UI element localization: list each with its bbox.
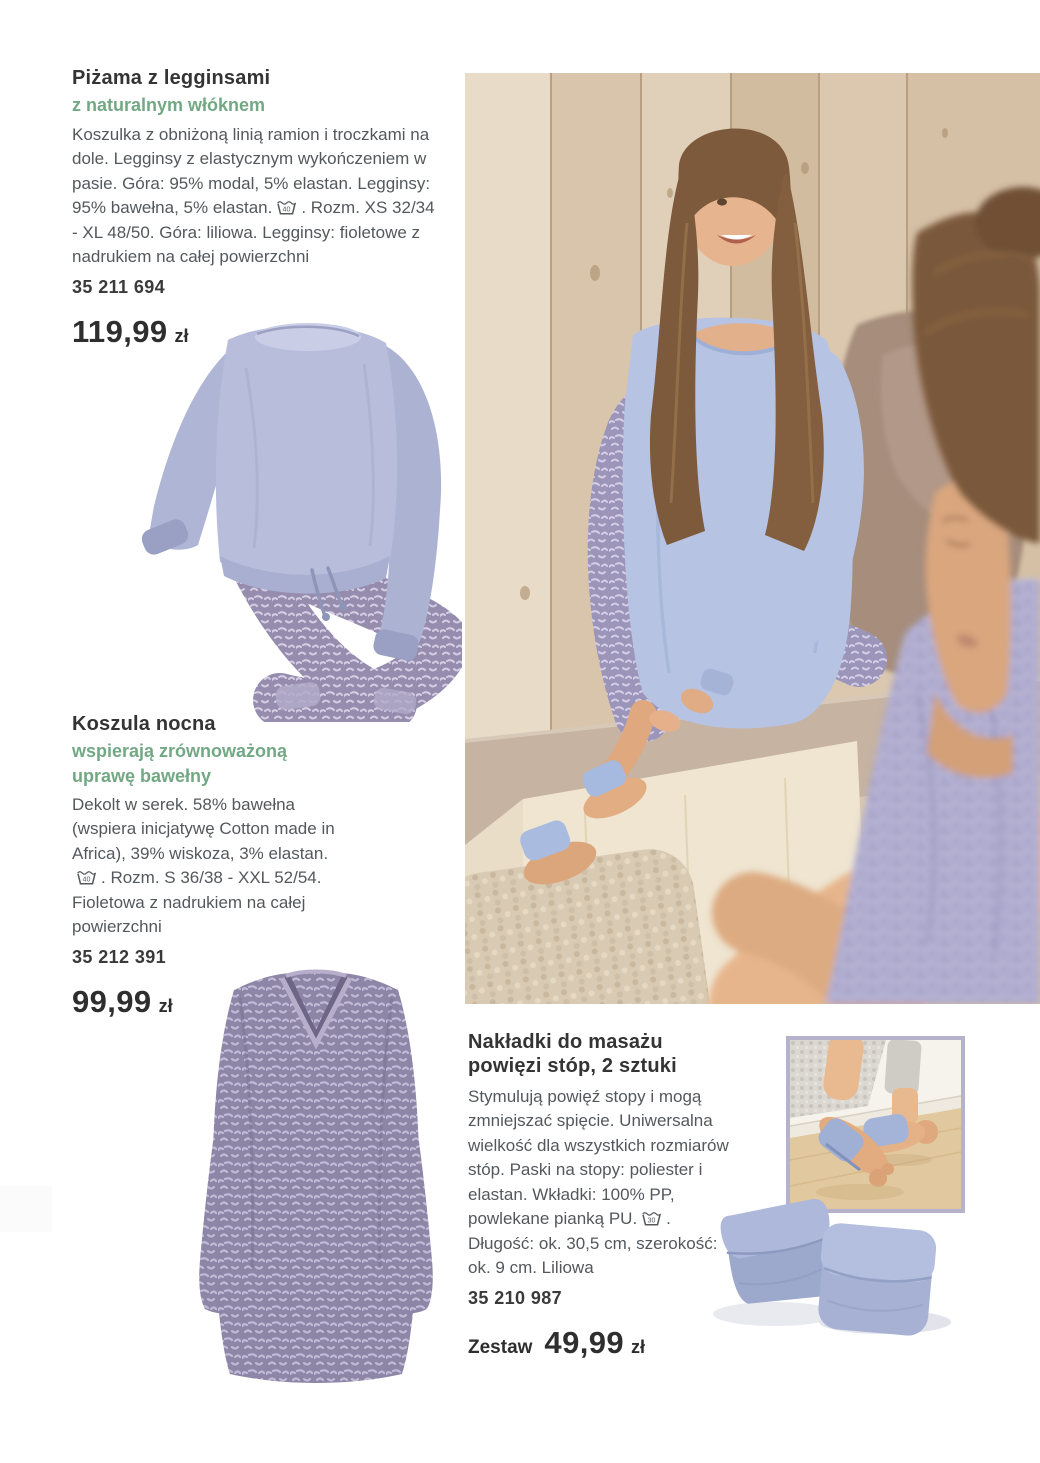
article-number: 35 211 694: [72, 276, 166, 297]
product-title: Nakładki do masażu powięzi stóp, 2 sztuki: [468, 1031, 677, 1078]
wash-care-icon: [641, 1210, 662, 1227]
price-currency: zł: [174, 325, 189, 346]
price-amount: 49,99: [544, 1324, 624, 1360]
price-prefix: Zestaw: [468, 1336, 533, 1358]
massage-pads-inset-photo: [786, 1036, 965, 1213]
svg-text:40: 40: [282, 205, 291, 214]
product-title: Koszula nocna: [72, 713, 216, 735]
description-text: . Długość: ok. 30,5 cm, szerokość: ok. 9 cm. Liliowa: [468, 1209, 718, 1278]
price-amount: 119,99: [72, 313, 168, 349]
product-description: [72, 793, 357, 940]
nightgown-product-photo: [170, 928, 462, 1390]
description-text: . Rozm. S 36/38 - XXL 52/54. Fioletowa z nadrukiem na całej powierzchni: [72, 868, 322, 937]
svg-text:40: 40: [82, 875, 91, 884]
article-number: 35 210 987: [468, 1287, 563, 1308]
price-amount: 99,99: [72, 983, 152, 1019]
product-title: Piżama z legginsami: [72, 67, 271, 89]
product-description: [72, 123, 444, 270]
description-text: Dekolt w serek. 58% bawełna (wspiera inicjatywę Cotton made in Africa), 39% wiskoza, 3% elastan.: [72, 794, 335, 863]
massage-pad-right: [815, 1222, 938, 1338]
product-eco-subtitle: z naturalnym włóknem: [72, 95, 266, 116]
wash-care-icon: [276, 199, 297, 216]
description-text: Stymulują powięź stopy i mogą zmniejszać spięcie. Uniwersalna wielkość dla wszystkich rozmiarów stóp. Paski na stopy: poliester i elastan. Wkładki: 100% PP, powlekane pianką PU.: [468, 1086, 729, 1229]
pajama-product-photo: [128, 298, 462, 722]
price-currency: zł: [158, 995, 173, 1016]
product-block-massage-pads: [468, 1030, 736, 1361]
nightgown: [199, 972, 433, 1384]
lifestyle-photo: [465, 73, 1040, 1004]
page-scan-artifact: [0, 1186, 52, 1232]
wash-care-icon: [76, 869, 97, 886]
description-text: Koszulka z obniżoną linią ramion i troczkami na dole. Legginsy z elastycznym wykończeniem w pasie. Góra: 95% modal, 5% elastan. Legginsy: 95% bawełna, 5% elastan.: [72, 124, 431, 218]
description-text: . Rozm. XS 32/34 - XL 48/50. Góra: liliowa. Legginsy: fioletowe z nadrukiem na całej powierzchni: [72, 198, 435, 267]
svg-text:30: 30: [647, 1216, 656, 1225]
massage-pads-product-photo: [700, 1196, 962, 1338]
article-number: 35 212 391: [72, 946, 167, 967]
price: [468, 1325, 736, 1361]
product-eco-subtitle: wspierają zrównoważoną uprawę bawełny: [72, 741, 288, 786]
price-currency: zł: [631, 1336, 646, 1357]
product-description: [468, 1085, 736, 1281]
